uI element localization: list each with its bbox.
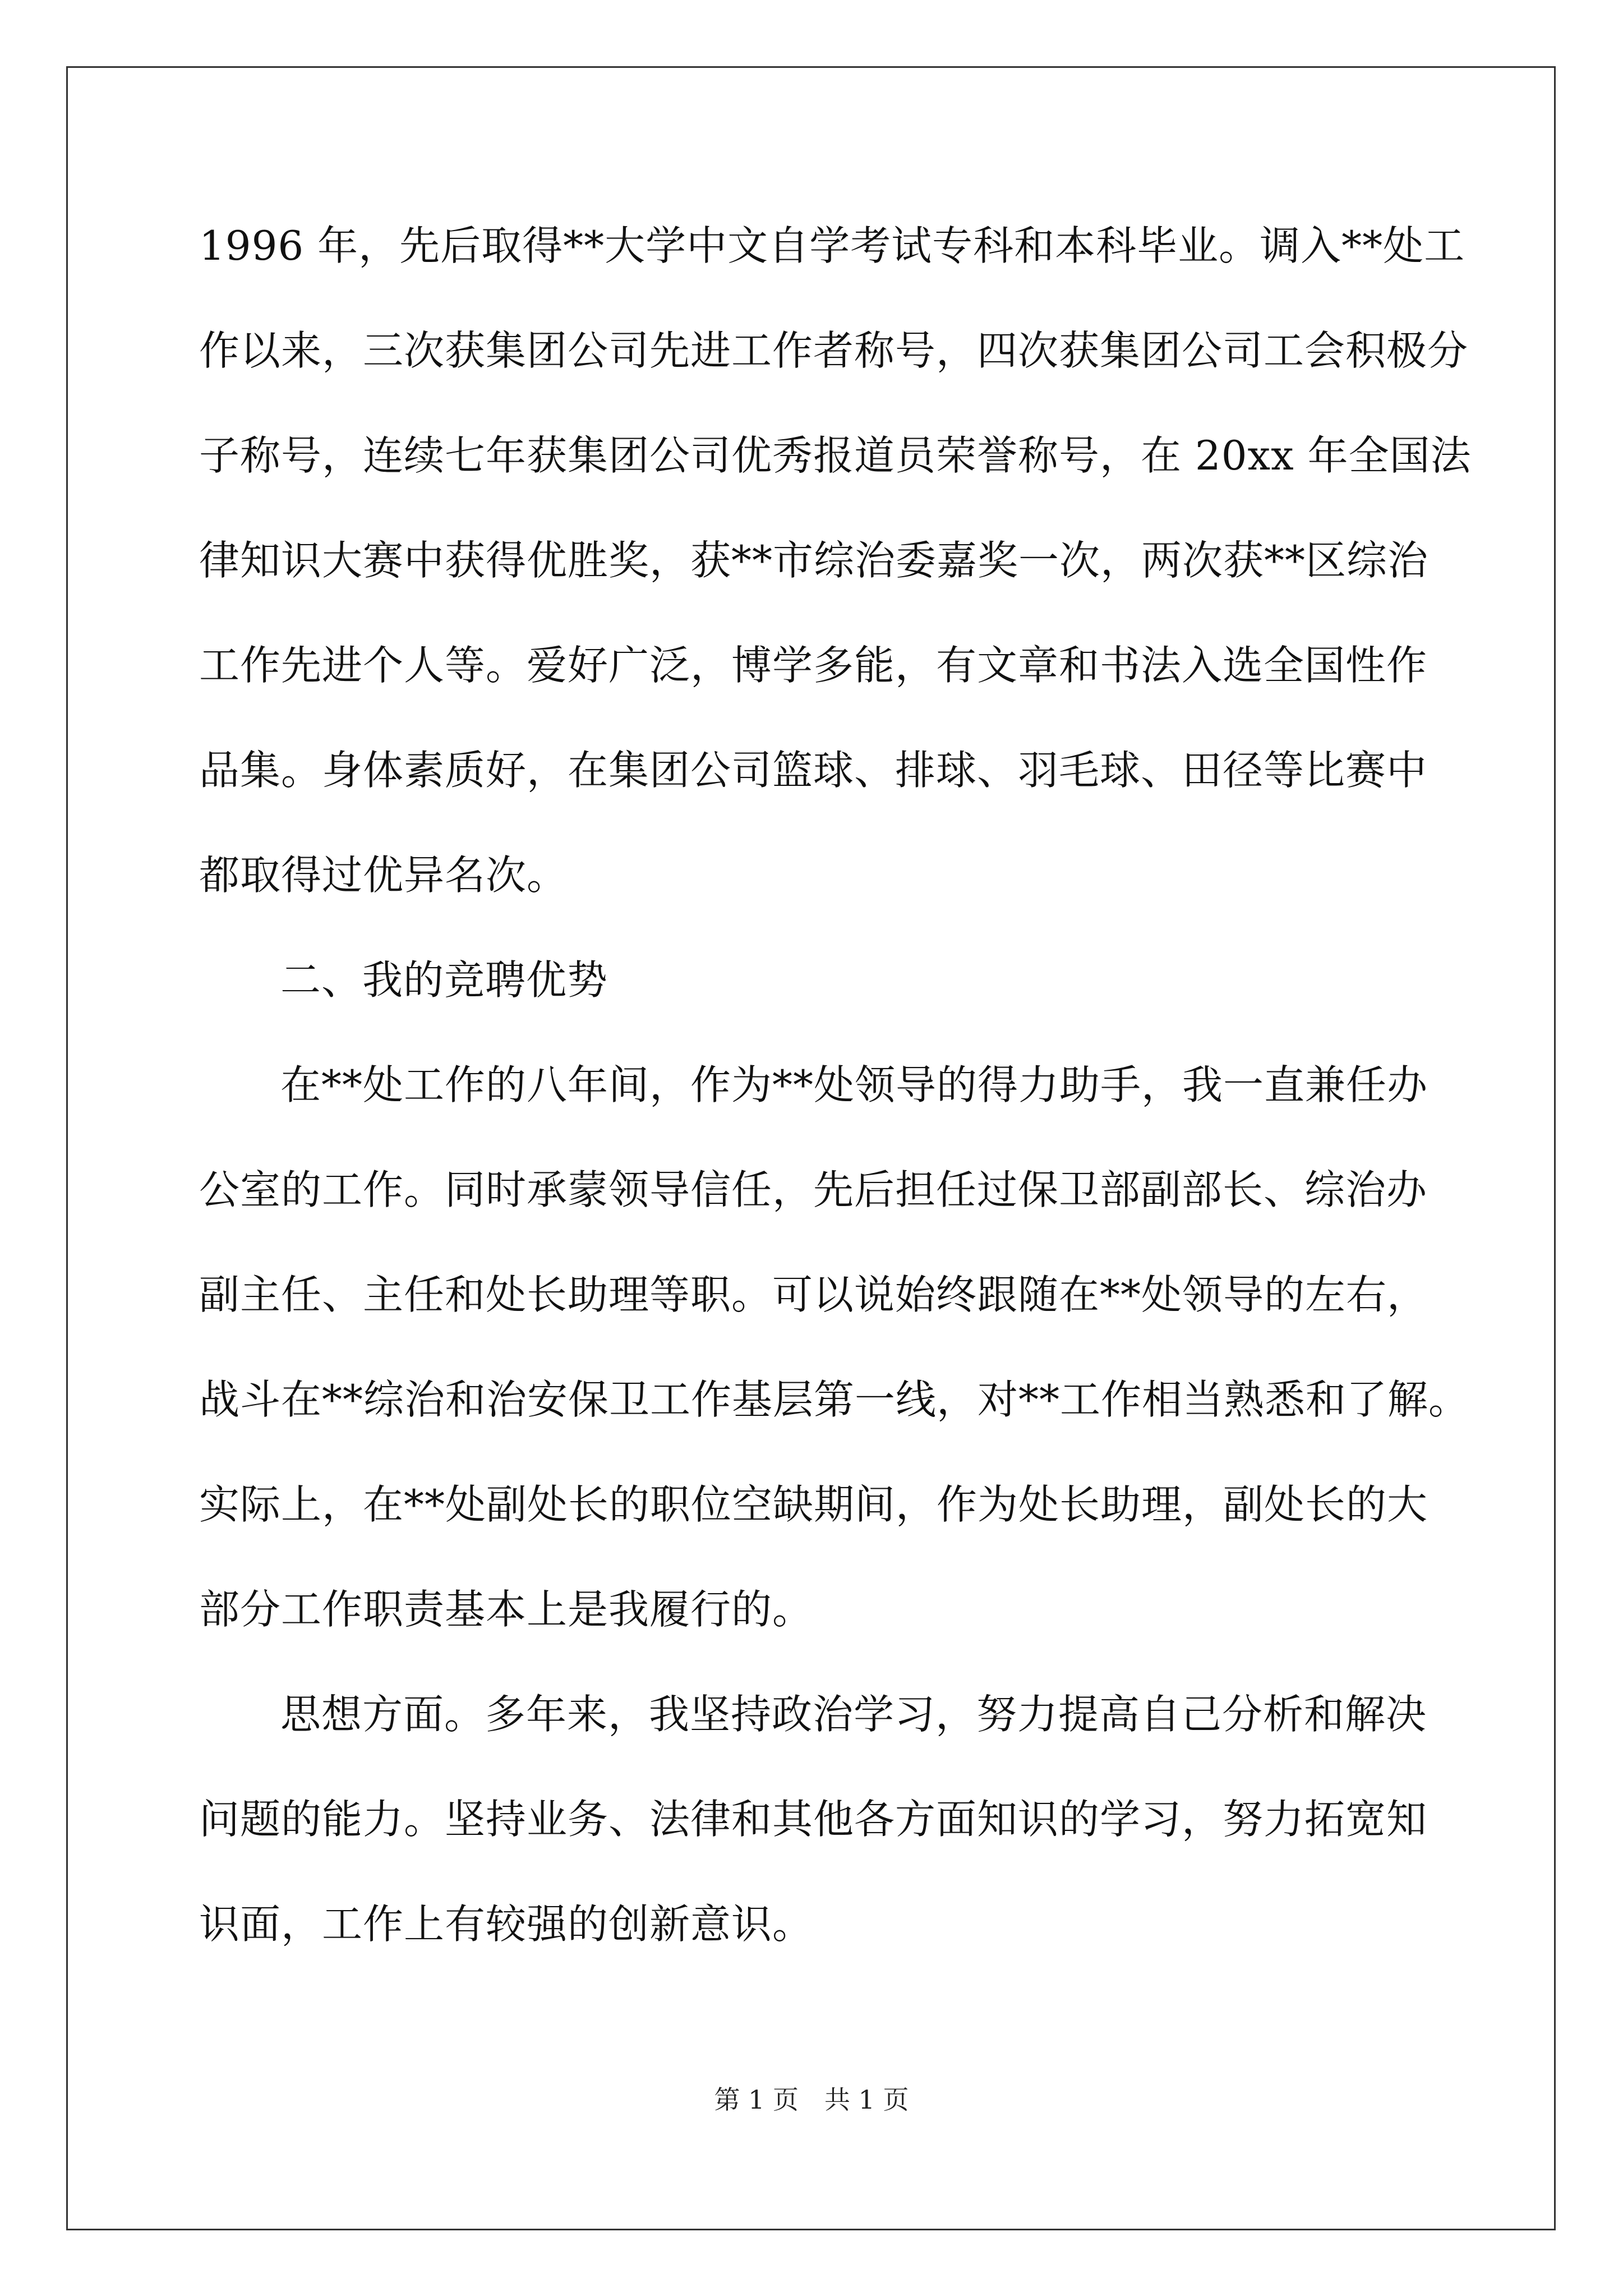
paragraph-2-line-3: 副主任、主任和处长助理等职。可以说始终跟随在**处领导的左右， (199, 1271, 1428, 1318)
paragraph-1-line-6: 品集。身体素质好，在集团公司篮球、排球、羽毛球、田径等比赛中 (199, 747, 1428, 794)
paragraph-3-line-2: 问题的能力。坚持业务、法律和其他各方面知识的学习，努力拓宽知 (199, 1796, 1428, 1843)
paragraph-2-line-4: 战斗在**综治和治安保卫工作基层第一线，对**工作相当熟悉和了解。 (199, 1376, 1470, 1423)
paragraph-3-line-3: 识面，工作上有较强的创新意识。 (199, 1901, 814, 1948)
paragraph-1-line-1: 1996 年，先后取得**大学中文自学考试专科和本科毕业。调入**处工 (199, 222, 1465, 269)
paragraph-2-line-1: 在**处工作的八年间，作为**处领导的得力助手，我一直兼任办 (280, 1061, 1428, 1108)
page-footer: 第 1 页 共 1 页 (714, 2085, 909, 2115)
paragraph-1-line-2: 作以来，三次获集团公司先进工作者称号，四次获集团公司工会积极分 (199, 327, 1469, 374)
paragraph-3-line-1: 思想方面。多年来，我坚持政治学习，努力提高自己分析和解决 (280, 1691, 1427, 1738)
paragraph-1-line-5: 工作先进个人等。爱好广泛，博学多能，有文章和书法入选全国性作 (199, 642, 1428, 689)
section-heading: 二、我的竞聘优势 (280, 956, 608, 1004)
paragraph-2-line-6: 部分工作职责基本上是我履行的。 (199, 1586, 814, 1633)
paragraph-2-line-2: 公室的工作。同时承蒙领导信任，先后担任过保卫部副部长、综治办 (199, 1166, 1428, 1213)
paragraph-1-line-3: 子称号，连续七年获集团公司优秀报道员荣誉称号，在 20xx 年全国法 (199, 432, 1472, 479)
paragraph-1-line-4: 律知识大赛中获得优胜奖，获**市综治委嘉奖一次，两次获**区综治 (199, 537, 1429, 584)
paragraph-1-line-7: 都取得过优异名次。 (199, 852, 568, 899)
paragraph-2-line-5: 实际上，在**处副处长的职位空缺期间，作为处长助理，副处长的大 (199, 1481, 1428, 1528)
